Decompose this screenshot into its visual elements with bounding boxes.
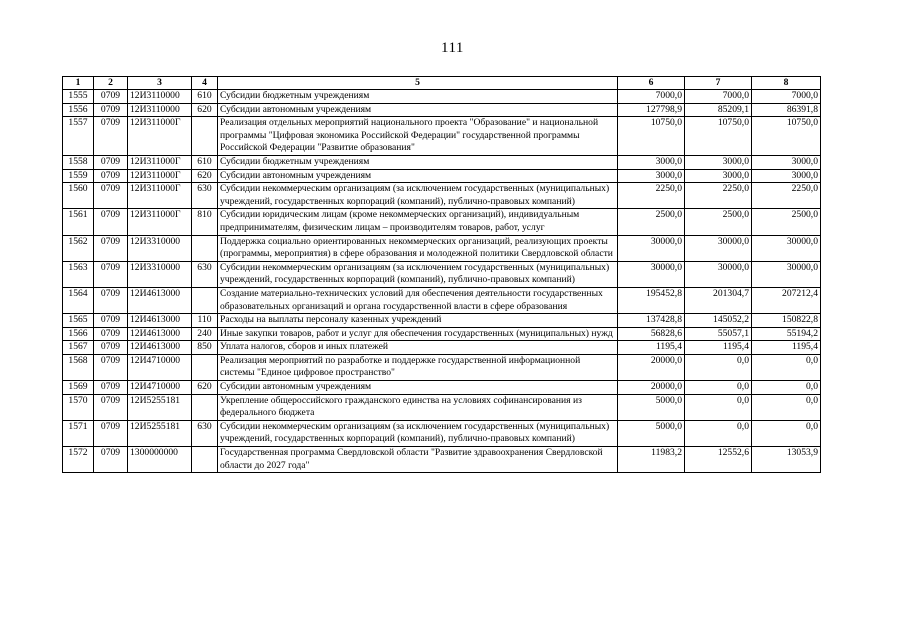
target-code: 12И5255181 — [128, 420, 192, 446]
value-col-6: 2500,0 — [618, 209, 685, 235]
col-header: 8 — [752, 77, 821, 90]
item-name: Реализация мероприятий по разработке и поддержке государственной информационной системы "Единое цифровое пространство" — [218, 354, 618, 380]
item-name: Создание материально-технических условий для обеспечения деятельности государственных образовательных организаций и органа государственной власти в сфере образования — [218, 287, 618, 313]
value-col-7: 85209,1 — [685, 103, 752, 117]
expense-type: 630 — [192, 420, 218, 446]
item-name: Реализация отдельных мероприятий национального проекта "Образование" и национальной программы "Цифровая экономика Российской Федерации" государственной программы Российской Федерации "Развитие образования" — [218, 117, 618, 156]
expense-type: 110 — [192, 314, 218, 328]
value-col-6: 20000,0 — [618, 354, 685, 380]
table-row — [63, 103, 821, 117]
table-row — [63, 420, 821, 446]
table-row — [63, 327, 821, 341]
target-code: 12И4613000 — [128, 287, 192, 313]
value-col-7: 0,0 — [685, 394, 752, 420]
row-number: 1570 — [63, 394, 94, 420]
table-row — [63, 261, 821, 287]
item-name: Субсидии некоммерческим организациям (за исключением государственных (муниципальных) учреждений, государственных корпораций (компаний), публично-правовых компаний) — [218, 261, 618, 287]
value-col-7: 2500,0 — [685, 209, 752, 235]
row-number: 1560 — [63, 183, 94, 209]
value-col-7: 201304,7 — [685, 287, 752, 313]
page-number: 111 — [441, 40, 464, 56]
col-header: 1 — [63, 77, 94, 90]
value-col-7: 30000,0 — [685, 235, 752, 261]
value-col-8: 55194,2 — [752, 327, 821, 341]
value-col-8: 150822,8 — [752, 314, 821, 328]
expense-type: 850 — [192, 341, 218, 355]
row-number: 1569 — [63, 381, 94, 395]
item-name: Субсидии автономным учреждениям — [218, 169, 618, 183]
col-header: 7 — [685, 77, 752, 90]
expense-type: 620 — [192, 169, 218, 183]
section-code: 0709 — [94, 103, 128, 117]
value-col-7: 12552,6 — [685, 447, 752, 473]
value-col-8: 3000,0 — [752, 155, 821, 169]
table-row — [63, 287, 821, 313]
section-code: 0709 — [94, 327, 128, 341]
value-col-7: 2250,0 — [685, 183, 752, 209]
item-name: Субсидии бюджетным учреждениям — [218, 155, 618, 169]
target-code: 12И311000Г — [128, 117, 192, 156]
section-code: 0709 — [94, 381, 128, 395]
row-number: 1565 — [63, 314, 94, 328]
value-col-7: 3000,0 — [685, 169, 752, 183]
value-col-8: 7000,0 — [752, 90, 821, 104]
section-code: 0709 — [94, 235, 128, 261]
value-col-8: 30000,0 — [752, 235, 821, 261]
target-code: 12И311000Г — [128, 169, 192, 183]
table-row — [63, 341, 821, 355]
table-row — [63, 183, 821, 209]
col-header: 5 — [218, 77, 618, 90]
col-header: 2 — [94, 77, 128, 90]
value-col-8: 0,0 — [752, 381, 821, 395]
col-header: 4 — [192, 77, 218, 90]
header-row — [63, 77, 821, 90]
table-row — [63, 381, 821, 395]
target-code: 12И3110000 — [128, 90, 192, 104]
value-col-6: 137428,8 — [618, 314, 685, 328]
target-code: 12И5255181 — [128, 394, 192, 420]
value-col-8: 0,0 — [752, 394, 821, 420]
value-col-6: 5000,0 — [618, 394, 685, 420]
expense-type — [192, 354, 218, 380]
section-code: 0709 — [94, 155, 128, 169]
section-code: 0709 — [94, 447, 128, 473]
section-code: 0709 — [94, 341, 128, 355]
target-code: 12И3110000 — [128, 103, 192, 117]
row-number: 1559 — [63, 169, 94, 183]
value-col-6: 3000,0 — [618, 169, 685, 183]
expense-type: 630 — [192, 261, 218, 287]
table-row — [63, 169, 821, 183]
value-col-8: 0,0 — [752, 420, 821, 446]
row-number: 1555 — [63, 90, 94, 104]
value-col-6: 30000,0 — [618, 235, 685, 261]
row-number: 1563 — [63, 261, 94, 287]
item-name: Субсидии некоммерческим организациям (за исключением государственных (муниципальных) учреждений, государственных корпораций (компаний), публично-правовых компаний) — [218, 183, 618, 209]
section-code: 0709 — [94, 420, 128, 446]
target-code: 12И311000Г — [128, 209, 192, 235]
value-col-6: 7000,0 — [618, 90, 685, 104]
item-name: Поддержка социально ориентированных некоммерческих организаций, реализующих проекты (программы, мероприятия) в сфере образования и молодежной политики Свердловской области — [218, 235, 618, 261]
table-row — [63, 235, 821, 261]
section-code: 0709 — [94, 183, 128, 209]
value-col-6: 127798,9 — [618, 103, 685, 117]
expense-type: 610 — [192, 155, 218, 169]
item-name: Субсидии автономным учреждениям — [218, 381, 618, 395]
target-code: 12И311000Г — [128, 183, 192, 209]
expense-type: 810 — [192, 209, 218, 235]
section-code: 0709 — [94, 354, 128, 380]
value-col-8: 86391,8 — [752, 103, 821, 117]
target-code: 12И4613000 — [128, 327, 192, 341]
value-col-7: 1195,4 — [685, 341, 752, 355]
value-col-6: 5000,0 — [618, 420, 685, 446]
row-number: 1557 — [63, 117, 94, 156]
value-col-6: 30000,0 — [618, 261, 685, 287]
value-col-7: 7000,0 — [685, 90, 752, 104]
table-row — [63, 209, 821, 235]
value-col-7: 0,0 — [685, 381, 752, 395]
value-col-6: 20000,0 — [618, 381, 685, 395]
budget-table — [62, 76, 821, 473]
table-row — [63, 354, 821, 380]
table-row — [63, 90, 821, 104]
target-code: 12И3310000 — [128, 235, 192, 261]
item-name: Субсидии юридическим лицам (кроме некоммерческих организаций), индивидуальным предпринимателям, физическим лицам – производителям товаров, работ, услуг — [218, 209, 618, 235]
value-col-8: 2250,0 — [752, 183, 821, 209]
item-name: Уплата налогов, сборов и иных платежей — [218, 341, 618, 355]
value-col-8: 3000,0 — [752, 169, 821, 183]
expense-type — [192, 117, 218, 156]
expense-type — [192, 287, 218, 313]
value-col-7: 3000,0 — [685, 155, 752, 169]
expense-type — [192, 394, 218, 420]
section-code: 0709 — [94, 90, 128, 104]
section-code: 0709 — [94, 169, 128, 183]
expense-type — [192, 447, 218, 473]
col-header: 3 — [128, 77, 192, 90]
table-row — [63, 447, 821, 473]
expense-type: 240 — [192, 327, 218, 341]
item-name: Субсидии бюджетным учреждениям — [218, 90, 618, 104]
value-col-8: 0,0 — [752, 354, 821, 380]
row-number: 1562 — [63, 235, 94, 261]
row-number: 1571 — [63, 420, 94, 446]
target-code: 12И3310000 — [128, 261, 192, 287]
row-number: 1572 — [63, 447, 94, 473]
target-code: 12И4613000 — [128, 314, 192, 328]
section-code: 0709 — [94, 209, 128, 235]
value-col-7: 30000,0 — [685, 261, 752, 287]
value-col-7: 55057,1 — [685, 327, 752, 341]
target-code: 12И4710000 — [128, 381, 192, 395]
value-col-7: 10750,0 — [685, 117, 752, 156]
row-number: 1556 — [63, 103, 94, 117]
row-number: 1566 — [63, 327, 94, 341]
target-code: 12И311000Г — [128, 155, 192, 169]
col-header: 6 — [618, 77, 685, 90]
target-code: 1300000000 — [128, 447, 192, 473]
section-code: 0709 — [94, 261, 128, 287]
table-row — [63, 314, 821, 328]
table-row — [63, 117, 821, 156]
item-name: Укрепление общероссийского гражданского единства на условиях софинансирования из федерального бюджета — [218, 394, 618, 420]
section-code: 0709 — [94, 314, 128, 328]
value-col-6: 10750,0 — [618, 117, 685, 156]
section-code: 0709 — [94, 117, 128, 156]
item-name: Государственная программа Свердловской области "Развитие здравоохранения Свердловской области до 2027 года" — [218, 447, 618, 473]
value-col-8: 30000,0 — [752, 261, 821, 287]
target-code: 12И4613000 — [128, 341, 192, 355]
value-col-6: 11983,2 — [618, 447, 685, 473]
value-col-8: 207212,4 — [752, 287, 821, 313]
expense-type: 620 — [192, 103, 218, 117]
section-code: 0709 — [94, 287, 128, 313]
item-name: Субсидии автономным учреждениям — [218, 103, 618, 117]
item-name: Субсидии некоммерческим организациям (за исключением государственных (муниципальных) учреждений, государственных корпораций (компаний), публично-правовых компаний) — [218, 420, 618, 446]
value-col-7: 0,0 — [685, 354, 752, 380]
item-name: Иные закупки товаров, работ и услуг для обеспечения государственных (муниципальных) нужд — [218, 327, 618, 341]
value-col-8: 10750,0 — [752, 117, 821, 156]
value-col-8: 13053,9 — [752, 447, 821, 473]
value-col-6: 2250,0 — [618, 183, 685, 209]
value-col-6: 56828,6 — [618, 327, 685, 341]
row-number: 1568 — [63, 354, 94, 380]
expense-type: 610 — [192, 90, 218, 104]
expense-type — [192, 235, 218, 261]
row-number: 1558 — [63, 155, 94, 169]
item-name: Расходы на выплаты персоналу казенных учреждений — [218, 314, 618, 328]
value-col-7: 0,0 — [685, 420, 752, 446]
value-col-7: 145052,2 — [685, 314, 752, 328]
value-col-8: 2500,0 — [752, 209, 821, 235]
expense-type: 630 — [192, 183, 218, 209]
target-code: 12И4710000 — [128, 354, 192, 380]
row-number: 1567 — [63, 341, 94, 355]
section-code: 0709 — [94, 394, 128, 420]
row-number: 1564 — [63, 287, 94, 313]
table-row — [63, 155, 821, 169]
expense-type: 620 — [192, 381, 218, 395]
value-col-6: 1195,4 — [618, 341, 685, 355]
row-number: 1561 — [63, 209, 94, 235]
value-col-6: 195452,8 — [618, 287, 685, 313]
value-col-8: 1195,4 — [752, 341, 821, 355]
value-col-6: 3000,0 — [618, 155, 685, 169]
table-row — [63, 394, 821, 420]
